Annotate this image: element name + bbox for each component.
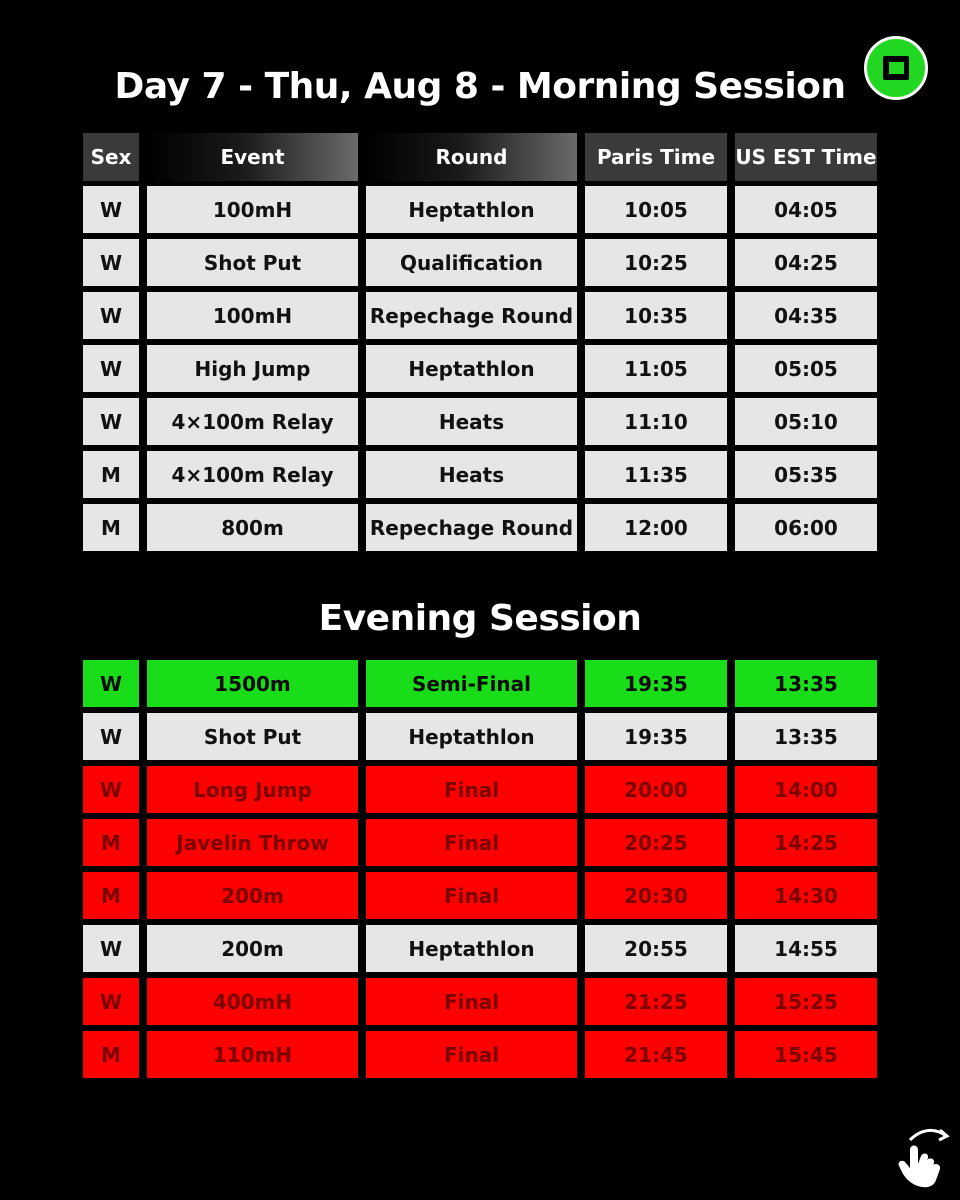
- row-paris-cell: 19:35: [585, 713, 727, 760]
- row-round-cell: Final: [366, 872, 577, 919]
- row-event-cell: 200m: [147, 872, 358, 919]
- row-sex-cell: W: [83, 239, 139, 286]
- row-sex-cell: W: [83, 978, 139, 1025]
- row-round-cell: Qualification: [366, 239, 577, 286]
- row-est-cell: 06:00: [735, 504, 877, 551]
- row-round-cell: Final: [366, 819, 577, 866]
- row-paris-cell: 10:05: [585, 186, 727, 233]
- row-est-cell: 13:35: [735, 713, 877, 760]
- row-round-cell: Heats: [366, 398, 577, 445]
- row-paris-cell: 19:35: [585, 660, 727, 707]
- row-paris-cell: 11:10: [585, 398, 727, 445]
- row-est-cell: 04:35: [735, 292, 877, 339]
- row-round-cell: Semi-Final: [366, 660, 577, 707]
- row-event-cell: 400mH: [147, 978, 358, 1025]
- row-event-cell: Javelin Throw: [147, 819, 358, 866]
- row-paris-cell: 20:00: [585, 766, 727, 813]
- row-sex-cell: W: [83, 766, 139, 813]
- row-event-cell: 100mH: [147, 292, 358, 339]
- header-sex: Sex: [83, 133, 139, 181]
- row-sex-cell: W: [83, 398, 139, 445]
- row-sex-cell: W: [83, 345, 139, 392]
- row-sex-cell: M: [83, 819, 139, 866]
- row-paris-cell: 11:05: [585, 345, 727, 392]
- row-round-cell: Final: [366, 978, 577, 1025]
- row-est-cell: 15:45: [735, 1031, 877, 1078]
- header-paris-time: Paris Time: [585, 133, 727, 181]
- row-est-cell: 05:35: [735, 451, 877, 498]
- evening-session-title: Evening Session: [318, 598, 642, 639]
- row-paris-cell: 10:25: [585, 239, 727, 286]
- row-event-cell: Shot Put: [147, 713, 358, 760]
- row-event-cell: 4×100m Relay: [147, 451, 358, 498]
- row-sex-cell: W: [83, 713, 139, 760]
- row-est-cell: 14:55: [735, 925, 877, 972]
- row-est-cell: 14:30: [735, 872, 877, 919]
- row-est-cell: 15:25: [735, 978, 877, 1025]
- row-event-cell: Shot Put: [147, 239, 358, 286]
- row-paris-cell: 20:55: [585, 925, 727, 972]
- row-sex-cell: W: [83, 292, 139, 339]
- row-sex-cell: M: [83, 504, 139, 551]
- row-sex-cell: M: [83, 451, 139, 498]
- row-paris-cell: 21:25: [585, 978, 727, 1025]
- row-paris-cell: 20:30: [585, 872, 727, 919]
- row-event-cell: 1500m: [147, 660, 358, 707]
- header-event: Event: [147, 133, 358, 181]
- row-est-cell: 13:35: [735, 660, 877, 707]
- header-round: Round: [366, 133, 577, 181]
- row-sex-cell: M: [83, 872, 139, 919]
- row-round-cell: Repechage Round: [366, 504, 577, 551]
- row-est-cell: 05:10: [735, 398, 877, 445]
- row-event-cell: High Jump: [147, 345, 358, 392]
- header-us-est-time: US EST Time: [735, 133, 877, 181]
- row-round-cell: Heats: [366, 451, 577, 498]
- row-event-cell: 4×100m Relay: [147, 398, 358, 445]
- row-event-cell: 100mH: [147, 186, 358, 233]
- row-paris-cell: 10:35: [585, 292, 727, 339]
- row-round-cell: Heptathlon: [366, 186, 577, 233]
- row-round-cell: Heptathlon: [366, 713, 577, 760]
- row-round-cell: Heptathlon: [366, 925, 577, 972]
- row-paris-cell: 21:45: [585, 1031, 727, 1078]
- morning-session-title: Day 7 - Thu, Aug 8 - Morning Session: [114, 66, 846, 107]
- row-sex-cell: W: [83, 186, 139, 233]
- row-paris-cell: 12:00: [585, 504, 727, 551]
- row-est-cell: 14:00: [735, 766, 877, 813]
- row-event-cell: Long Jump: [147, 766, 358, 813]
- row-sex-cell: W: [83, 660, 139, 707]
- row-event-cell: 800m: [147, 504, 358, 551]
- row-sex-cell: M: [83, 1031, 139, 1078]
- brand-logo-icon: [864, 36, 928, 100]
- row-est-cell: 04:05: [735, 186, 877, 233]
- row-paris-cell: 11:35: [585, 451, 727, 498]
- row-est-cell: 05:05: [735, 345, 877, 392]
- row-est-cell: 04:25: [735, 239, 877, 286]
- row-round-cell: Final: [366, 1031, 577, 1078]
- row-round-cell: Repechage Round: [366, 292, 577, 339]
- row-event-cell: 110mH: [147, 1031, 358, 1078]
- row-round-cell: Final: [366, 766, 577, 813]
- row-est-cell: 14:25: [735, 819, 877, 866]
- row-paris-cell: 20:25: [585, 819, 727, 866]
- row-sex-cell: W: [83, 925, 139, 972]
- swipe-hand-icon: [896, 1120, 952, 1190]
- row-round-cell: Heptathlon: [366, 345, 577, 392]
- row-event-cell: 200m: [147, 925, 358, 972]
